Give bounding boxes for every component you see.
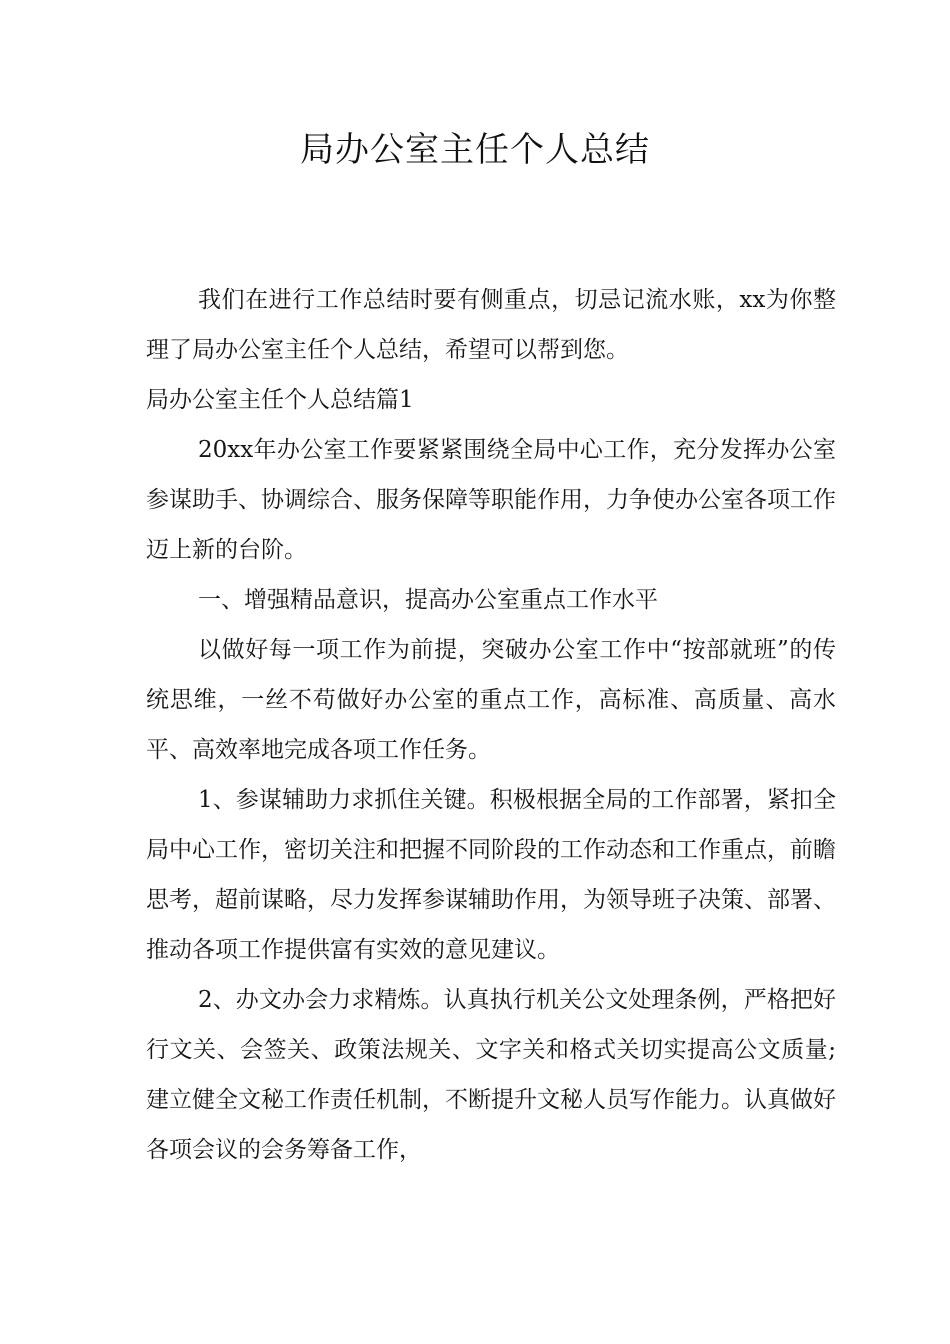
body-paragraph: 以做好每一项工作为前提，突破办公室工作中“按部就班”的传统思维，一丝不苟做好办公室的重点工作，高标准、高质量、高水平、高效率地完成各项工作任务。 (146, 637, 836, 763)
item-paragraph-1: 1、参谋辅助力求抓住关键。积极根据全局的工作部署，紧扣全局中心工作，密切关注和把握不同阶段的工作动态和工作重点，前瞻思考，超前谋略，尽力发挥参谋辅助作用，为领导班子决策、部署、推动各项工作提供富有实效的意见建议。 (146, 787, 836, 963)
section-heading: 局办公室主任个人总结篇1 (146, 387, 414, 413)
item-paragraph-2: 2、办文办会力求精炼。认真执行机关公文处理条例，严格把好行文关、会签关、政策法规关、文字关和格式关切实提高公文质量;建立健全文秘工作责任机制，不断提升文秘人员写作能力。认真做好各项会议的会务筹备工作， (146, 987, 836, 1163)
intro-paragraph: 我们在进行工作总结时要有侧重点，切忌记流水账，xx为你整理了局办公室主任个人总结，希望可以帮到您。 (146, 287, 836, 363)
subsection-heading: 一、增强精品意识，提高办公室重点工作水平 (198, 587, 658, 613)
document-body (146, 275, 836, 1175)
overview-paragraph: 20xx年办公室工作要紧紧围绕全局中心工作，充分发挥办公室参谋助手、协调综合、服务保障等职能作用，力争使办公室各项工作迈上新的台阶。 (146, 437, 836, 563)
document-title: 局办公室主任个人总结 (300, 130, 650, 170)
